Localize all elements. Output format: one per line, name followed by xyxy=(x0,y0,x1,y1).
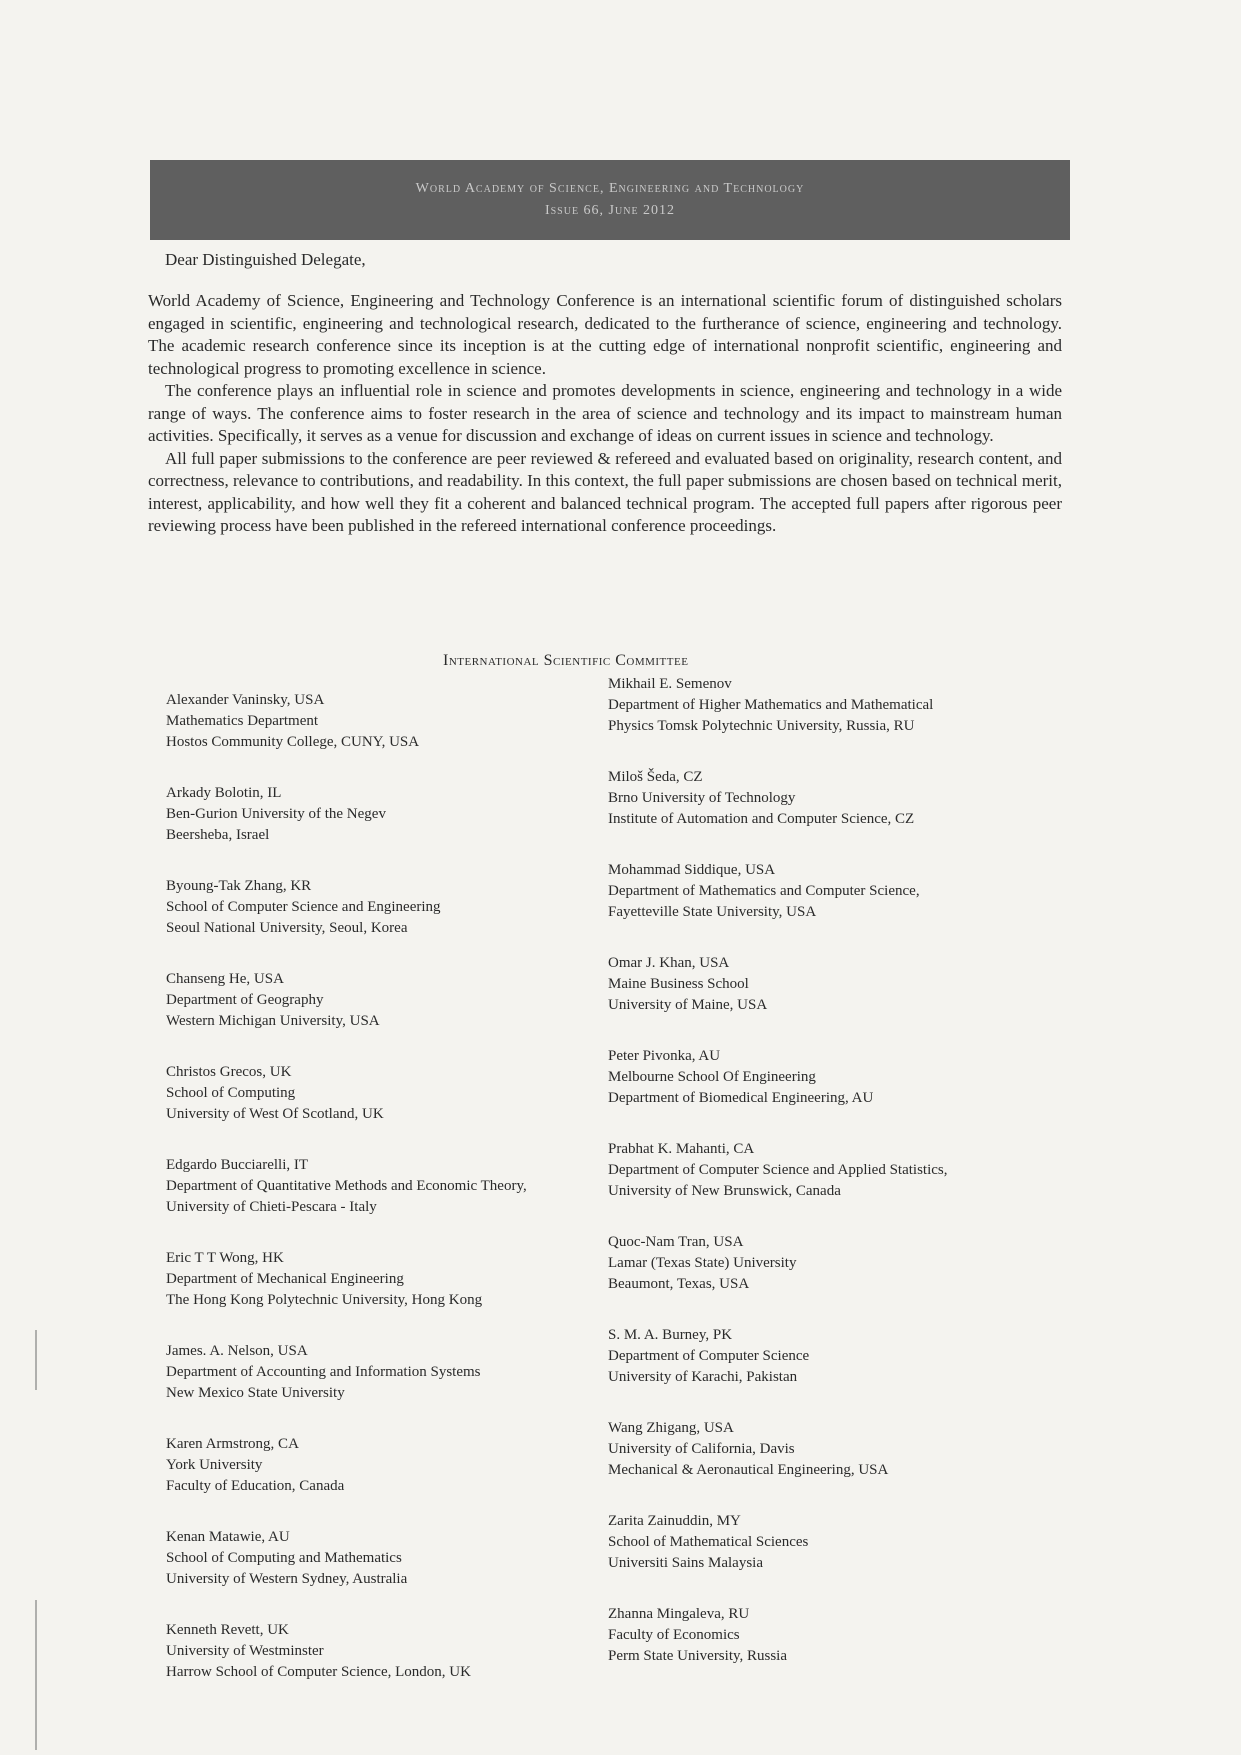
member-name: Mikhail E. Semenov xyxy=(608,676,732,692)
committee-member xyxy=(166,1527,636,1590)
member-department: Mathematics Department xyxy=(166,713,319,729)
committee-member xyxy=(608,1325,1128,1388)
scan-margin-mark xyxy=(35,1330,37,1390)
member-institution: Western Michigan University, USA xyxy=(166,1013,380,1029)
member-institution: Seoul National University, Seoul, Korea xyxy=(166,920,408,936)
member-institution: University of Maine, USA xyxy=(608,997,768,1013)
committee-member xyxy=(166,969,636,1032)
member-department: York University xyxy=(166,1457,263,1473)
member-department: Melbourne School Of Engineering xyxy=(608,1069,816,1085)
member-institution: University of West Of Scotland, UK xyxy=(166,1106,384,1122)
member-institution: Department of Biomedical Engineering, AU xyxy=(608,1090,874,1106)
member-institution: Universiti Sains Malaysia xyxy=(608,1555,763,1571)
committee-member xyxy=(166,1341,636,1404)
banner-title: World Academy of Science, Engineering and Technology xyxy=(415,181,805,196)
paragraph: All full paper submissions to the conference are peer reviewed & refereed and evaluated based on originality, research content, and correctness, relevance to contributions, and readability. In this context, the full paper submissions are chosen based on technical merit, interest, applicability, and how well they fit a coherent and balanced technical program. The accepted full papers after rigorous peer reviewing process have been published in the refereed international conference proceedings. xyxy=(148,448,1062,535)
member-department: School of Mathematical Sciences xyxy=(608,1534,809,1550)
member-institution: Perm State University, Russia xyxy=(608,1648,788,1664)
member-department: University of California, Davis xyxy=(608,1441,795,1457)
member-department: University of Westminster xyxy=(166,1643,324,1659)
committee-member xyxy=(166,1155,636,1218)
member-institution: University of Chieti-Pescara - Italy xyxy=(166,1199,377,1215)
salutation: Dear Distinguished Delegate, xyxy=(165,250,366,269)
committee-member xyxy=(608,767,1128,830)
member-department: Department of Geography xyxy=(166,992,324,1008)
committee-member xyxy=(166,690,636,753)
member-department: School of Computer Science and Engineering xyxy=(166,899,441,915)
member-department: Maine Business School xyxy=(608,976,749,992)
member-department: Department of Mathematics and Computer Science, xyxy=(608,883,920,899)
committee-member xyxy=(608,674,1128,737)
member-name: S. M. A. Burney, PK xyxy=(608,1327,733,1343)
member-name: Kenneth Revett, UK xyxy=(166,1622,289,1638)
member-department: Department of Quantitative Methods and Economic Theory, xyxy=(166,1178,527,1194)
member-name: Chanseng He, USA xyxy=(166,971,284,987)
journal-banner xyxy=(150,160,1070,240)
member-department: Brno University of Technology xyxy=(608,790,796,806)
member-name: Mohammad Siddique, USA xyxy=(608,862,776,878)
letter-body xyxy=(148,290,1062,538)
committee-member xyxy=(608,1139,1128,1202)
member-department: Faculty of Economics xyxy=(608,1627,740,1643)
member-institution: Fayetteville State University, USA xyxy=(608,904,817,920)
member-institution: University of New Brunswick, Canada xyxy=(608,1183,841,1199)
member-name: Alexander Vaninsky, USA xyxy=(166,692,325,708)
member-name: Prabhat K. Mahanti, CA xyxy=(608,1141,755,1157)
committee-member xyxy=(166,1434,636,1497)
member-department: Department of Mechanical Engineering xyxy=(166,1271,404,1287)
committee-member xyxy=(608,1232,1128,1295)
member-department: Department of Accounting and Information Systems xyxy=(166,1364,481,1380)
member-institution: University of Western Sydney, Australia xyxy=(166,1571,408,1587)
member-name: Peter Pivonka, AU xyxy=(608,1048,721,1064)
committee-member xyxy=(166,876,636,939)
committee-member xyxy=(608,1511,1128,1574)
committee-member xyxy=(608,1418,1128,1481)
member-name: Quoc-Nam Tran, USA xyxy=(608,1234,744,1250)
committee-heading: International Scientific Committee xyxy=(443,652,689,669)
member-institution: University of Karachi, Pakistan xyxy=(608,1369,798,1385)
member-department: Department of Higher Mathematics and Mathematical xyxy=(608,697,934,713)
member-institution: Harrow School of Computer Science, London, UK xyxy=(166,1664,471,1680)
member-name: Zarita Zainuddin, MY xyxy=(608,1513,741,1529)
member-department: School of Computing and Mathematics xyxy=(166,1550,402,1566)
member-institution: New Mexico State University xyxy=(166,1385,345,1401)
member-department: Department of Computer Science and Applied Statistics, xyxy=(608,1162,948,1178)
paragraph: The conference plays an influential role in science and promotes developments in science, engineering and technology in a wide range of ways. The conference aims to foster research in the area of science and technology and its impact to mainstream human activities. Specifically, it serves as a venue for discussion and exchange of ideas on current issues in science and technology. xyxy=(148,381,1062,445)
member-name: Byoung-Tak Zhang, KR xyxy=(166,878,312,894)
member-institution: Mechanical & Aeronautical Engineering, USA xyxy=(608,1462,889,1478)
banner-issue: Issue 66, June 2012 xyxy=(544,203,676,218)
member-name: Edgardo Bucciarelli, IT xyxy=(166,1157,309,1173)
scan-margin-mark xyxy=(35,1600,37,1750)
member-name: Omar J. Khan, USA xyxy=(608,955,730,971)
member-name: Wang Zhigang, USA xyxy=(608,1420,734,1436)
committee-column-right xyxy=(608,674,1128,1697)
member-name: Zhanna Mingaleva, RU xyxy=(608,1606,750,1622)
committee-member xyxy=(166,1620,636,1683)
committee-column-left xyxy=(166,690,636,1713)
member-institution: Hostos Community College, CUNY, USA xyxy=(166,734,420,750)
member-name: James. A. Nelson, USA xyxy=(166,1343,308,1359)
member-name: Arkady Bolotin, IL xyxy=(166,785,282,801)
member-institution: Faculty of Education, Canada xyxy=(166,1478,345,1494)
member-name: Eric T T Wong, HK xyxy=(166,1250,284,1266)
member-name: Kenan Matawie, AU xyxy=(166,1529,290,1545)
committee-member xyxy=(608,1046,1128,1109)
committee-member xyxy=(166,1062,636,1125)
member-institution: Physics Tomsk Polytechnic University, Russia, RU xyxy=(608,718,915,734)
member-institution: The Hong Kong Polytechnic University, Hong Kong xyxy=(166,1292,483,1308)
member-name: Karen Armstrong, CA xyxy=(166,1436,299,1452)
committee-member xyxy=(166,1248,636,1311)
member-department: Lamar (Texas State) University xyxy=(608,1255,797,1271)
member-institution: Beaumont, Texas, USA xyxy=(608,1276,750,1292)
committee-member xyxy=(608,953,1128,1016)
member-name: Miloš Šeda, CZ xyxy=(608,769,703,785)
committee-member xyxy=(608,860,1128,923)
member-department: School of Computing xyxy=(166,1085,296,1101)
member-department: Ben-Gurion University of the Negev xyxy=(166,806,386,822)
member-institution: Institute of Automation and Computer Science, CZ xyxy=(608,811,915,827)
committee-member xyxy=(166,783,636,846)
member-name: Christos Grecos, UK xyxy=(166,1064,292,1080)
committee-member xyxy=(608,1604,1128,1667)
member-department: Department of Computer Science xyxy=(608,1348,810,1364)
member-institution: Beersheba, Israel xyxy=(166,827,270,843)
paragraph: World Academy of Science, Engineering and Technology Conference is an international scientific forum of distinguished scholars engaged in scientific, engineering and technological research, dedicated to the furtherance of science, engineering and technology. The academic research conference since its inception is at the cutting edge of international nonprofit scientific, engineering and technological progress to promoting excellence in science. xyxy=(148,291,1062,378)
